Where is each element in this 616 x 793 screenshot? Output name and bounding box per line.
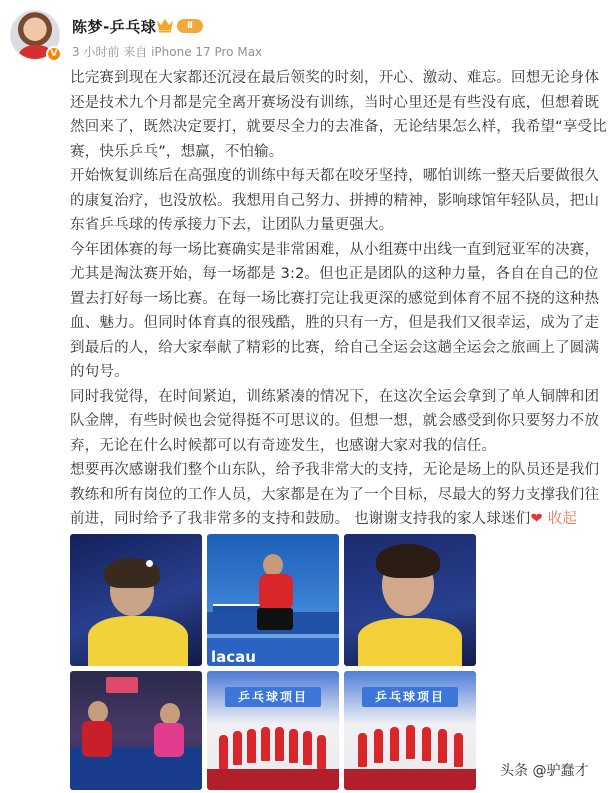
photo-3[interactable]: [344, 534, 476, 666]
paragraph: [70, 458, 610, 532]
photo-1[interactable]: [70, 534, 202, 666]
heart-icon: ❤: [530, 511, 543, 527]
photo-2[interactable]: [207, 534, 339, 666]
collapse-link[interactable]: 收起: [547, 511, 578, 527]
username[interactable]: 陈梦-乒乓球: [72, 18, 157, 36]
post-header: [10, 10, 606, 66]
photo-5[interactable]: [207, 671, 339, 790]
photo-grid: [70, 534, 480, 790]
photo-caption: lacau: [211, 648, 256, 666]
member-level-badge: Ⅱ: [177, 19, 203, 33]
paragraph: 开始恢复训练后在高强度的训练中每天都在咬牙坚持，哪怕训练一整天后要做很久的康复治疗，也没放松。我想用自己努力、拼搏的精神，影响球馆年轻队员，把山东省乒乓球的传承接力下去，让团队力量更强大。: [70, 168, 600, 233]
photo-banner: 乒乓球项目: [225, 687, 321, 707]
post-content: [70, 66, 610, 532]
crown-icon: [156, 17, 174, 33]
paragraph: 同时我觉得，在时间紧迫，训练紧凑的情况下，在这次全运会拿到了单人铜牌和团队金牌，有些时候也会觉得挺不可思议的。但想一想，就会感受到你只要努力不放弃，无论在什么时候都可以有奇迹发生，也感谢大家对我的信任。: [70, 388, 600, 454]
paragraph: 今年团体赛的每一场比赛确实是非常困难，从小组赛中出线一直到冠亚军的决赛，尤其是淘汰赛开始，每一场都是 3:2。但也正是团队的这种力量，各自在自己的位置去打好每一场比赛。在每一场比赛打完让我更深的感觉到体育不屈不挠的这种热血、魅力。但同时体育真的很残酷，胜的只有一方，但是我们又很幸运，成为了走到最后的人，给大家奉献了精彩的比赛，给自己全运会这趟全运会之旅画上了圆满的句号。: [70, 241, 600, 380]
photo-4[interactable]: [70, 671, 202, 790]
paragraph-text: 想要再次感谢我们整个山东队，给予我非常大的支持，无论是场上的队员还是我们教练和所有岗位的工作人员，大家都是在为了一个目标，尽最大的努力支撑我们往前进，同时给予了我非常多的支持和鼓励。 也谢谢支持我的家人球迷们: [70, 462, 600, 527]
verified-badge-icon: V: [46, 46, 62, 62]
photo-6[interactable]: [344, 671, 476, 790]
post-meta: 3 小时前 来自 iPhone 17 Pro Max: [72, 45, 263, 59]
photo-banner: 乒乓球项目: [362, 687, 458, 707]
watermark: 头条 @驴蠢才: [500, 763, 589, 779]
paragraph: 比完赛到现在大家都还沉浸在最后领奖的时刻，开心、激动、难忘。回想无论身体还是技术九个月都是完全离开赛场没有训练，当时心里还是有些没有底，但想着既然回来了，既然决定要打，就要尽全力的去准备，无论结果怎么样，我希望“享受比赛，快乐乒乓”，想赢，不怕输。: [70, 70, 607, 160]
